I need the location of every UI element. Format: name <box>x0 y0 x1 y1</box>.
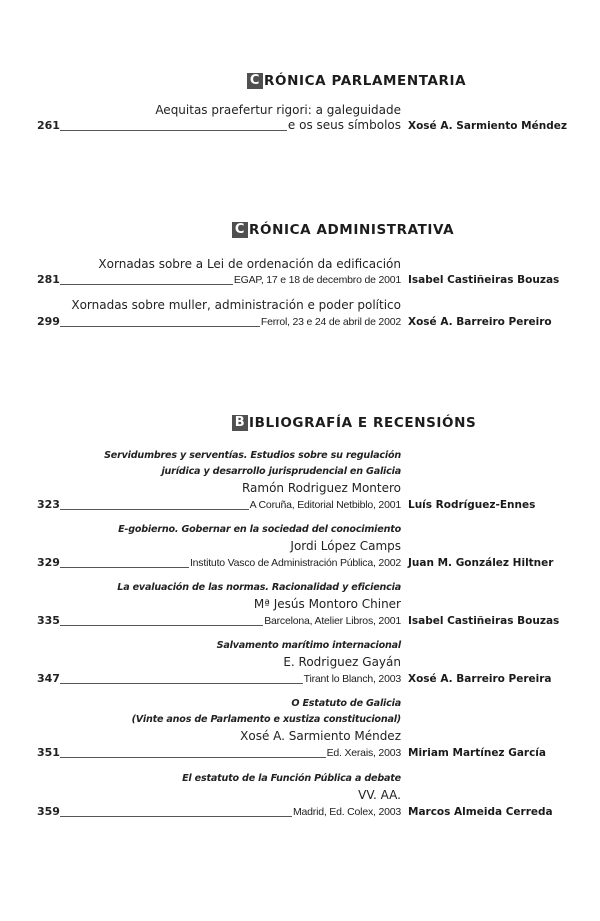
reviewer-name: Xosé A. Sarmiento Méndez <box>408 120 567 132</box>
entry-publication: Madrid, Ed. Colex, 2003 <box>292 806 401 818</box>
entry-pub-row <box>37 555 401 569</box>
entry-title-end: e os seus símbolos <box>287 118 401 132</box>
book-title: Servidumbres y serventías. Estudios sobre su regulación <box>104 450 401 461</box>
reviewer-name: Luís Rodríguez-Ennes <box>408 499 536 511</box>
leader-rule <box>60 284 233 285</box>
reviewer-name: Xosé A. Barreiro Pereira <box>408 673 552 685</box>
leader-rule <box>60 326 260 327</box>
section-heading-cronica-administrativa <box>232 222 454 238</box>
reviewer-name: Isabel Castiñeiras Bouzas <box>408 274 560 286</box>
reviewer-name: Isabel Castiñeiras Bouzas <box>408 615 560 627</box>
book-title: La evaluación de las normas. Racionalidad y eficiencia <box>117 582 401 593</box>
entry-title: Xornadas sobre a Lei de ordenación da edificación <box>98 257 401 271</box>
entry-pub-row <box>37 804 401 818</box>
entry-title: Xornadas sobre muller, administración e poder político <box>71 298 401 312</box>
reviewer-name: Juan M. González Hiltner <box>408 557 554 569</box>
entry-pub-row <box>37 497 401 511</box>
entry-pub-row <box>37 272 401 286</box>
page-number: 335 <box>37 614 60 627</box>
reviewer-name: Miriam Martínez García <box>408 747 546 759</box>
entry-pub-row <box>37 671 401 685</box>
page-number: 359 <box>37 805 60 818</box>
reviewer-name: Marcos Almeida Cerreda <box>408 806 553 818</box>
entry-pub-row <box>37 118 401 132</box>
page-number: 323 <box>37 498 60 511</box>
book-author: Ramón Rodriguez Montero <box>241 481 401 495</box>
section-initial: B <box>232 415 248 431</box>
section-initial: C <box>232 222 248 238</box>
book-author: VV. AA. <box>358 788 401 802</box>
entry-publication: A Coruña, Editorial Netbiblo, 2001 <box>249 499 401 511</box>
entry-publication: Barcelona, Atelier Libros, 2001 <box>264 615 401 627</box>
leader-rule <box>60 509 249 510</box>
leader-rule <box>60 683 303 684</box>
leader-rule <box>60 757 326 758</box>
page-number: 329 <box>37 556 60 569</box>
page-number: 281 <box>37 273 60 286</box>
leader-rule <box>60 816 292 817</box>
reviewer-name: Xosé A. Barreiro Pereiro <box>408 316 552 328</box>
entry-pub-row <box>37 314 401 328</box>
entry-pub-row <box>37 745 401 759</box>
section-initial: C <box>247 73 263 89</box>
section-heading-cronica-parlamentaria <box>247 73 466 89</box>
entry-publication: Ferrol, 23 e 24 de abril de 2002 <box>260 316 401 328</box>
section-heading-text: RÓNICA ADMINISTRATIVA <box>249 222 455 238</box>
book-title: (Vinte anos de Parlamento e xustiza constitucional) <box>131 714 401 725</box>
section-heading-text: IBLIOGRAFÍA E RECENSIÓNS <box>249 415 477 431</box>
entry-publication: Instituto Vasco de Administración Pública, 2002 <box>189 557 401 569</box>
book-title: Salvamento marítimo internacional <box>216 640 401 651</box>
book-title: El estatuto de la Función Pública a debate <box>182 773 401 784</box>
entry-publication: Tirant lo Blanch, 2003 <box>303 673 401 685</box>
page-number: 347 <box>37 672 60 685</box>
page-number: 351 <box>37 746 60 759</box>
entry-title: Aequitas praefertur rigori: a galeguidade <box>155 103 401 117</box>
book-title: E-gobierno. Gobernar en la sociedad del conocimiento <box>118 524 401 535</box>
book-author: E. Rodriguez Gayán <box>283 655 401 669</box>
book-author: Xosé A. Sarmiento Méndez <box>240 729 401 743</box>
entry-publication: EGAP, 17 e 18 de decembro de 2001 <box>233 274 401 286</box>
book-title: O Estatuto de Galicia <box>291 698 401 709</box>
book-author: Mª Jesús Montoro Chiner <box>253 597 401 611</box>
section-heading-bibliografia <box>232 415 476 431</box>
page-number: 299 <box>37 315 60 328</box>
entry-pub-row <box>37 613 401 627</box>
leader-rule <box>60 130 287 131</box>
leader-rule <box>60 625 263 626</box>
leader-rule <box>60 567 189 568</box>
page-number: 261 <box>37 119 60 132</box>
section-heading-text: RÓNICA PARLAMENTARIA <box>264 73 467 89</box>
book-title: jurídica y desarrollo jurisprudencial en Galicia <box>161 466 401 477</box>
entry-publication: Ed. Xerais, 2003 <box>326 747 401 759</box>
book-author: Jordi López Camps <box>290 539 401 553</box>
